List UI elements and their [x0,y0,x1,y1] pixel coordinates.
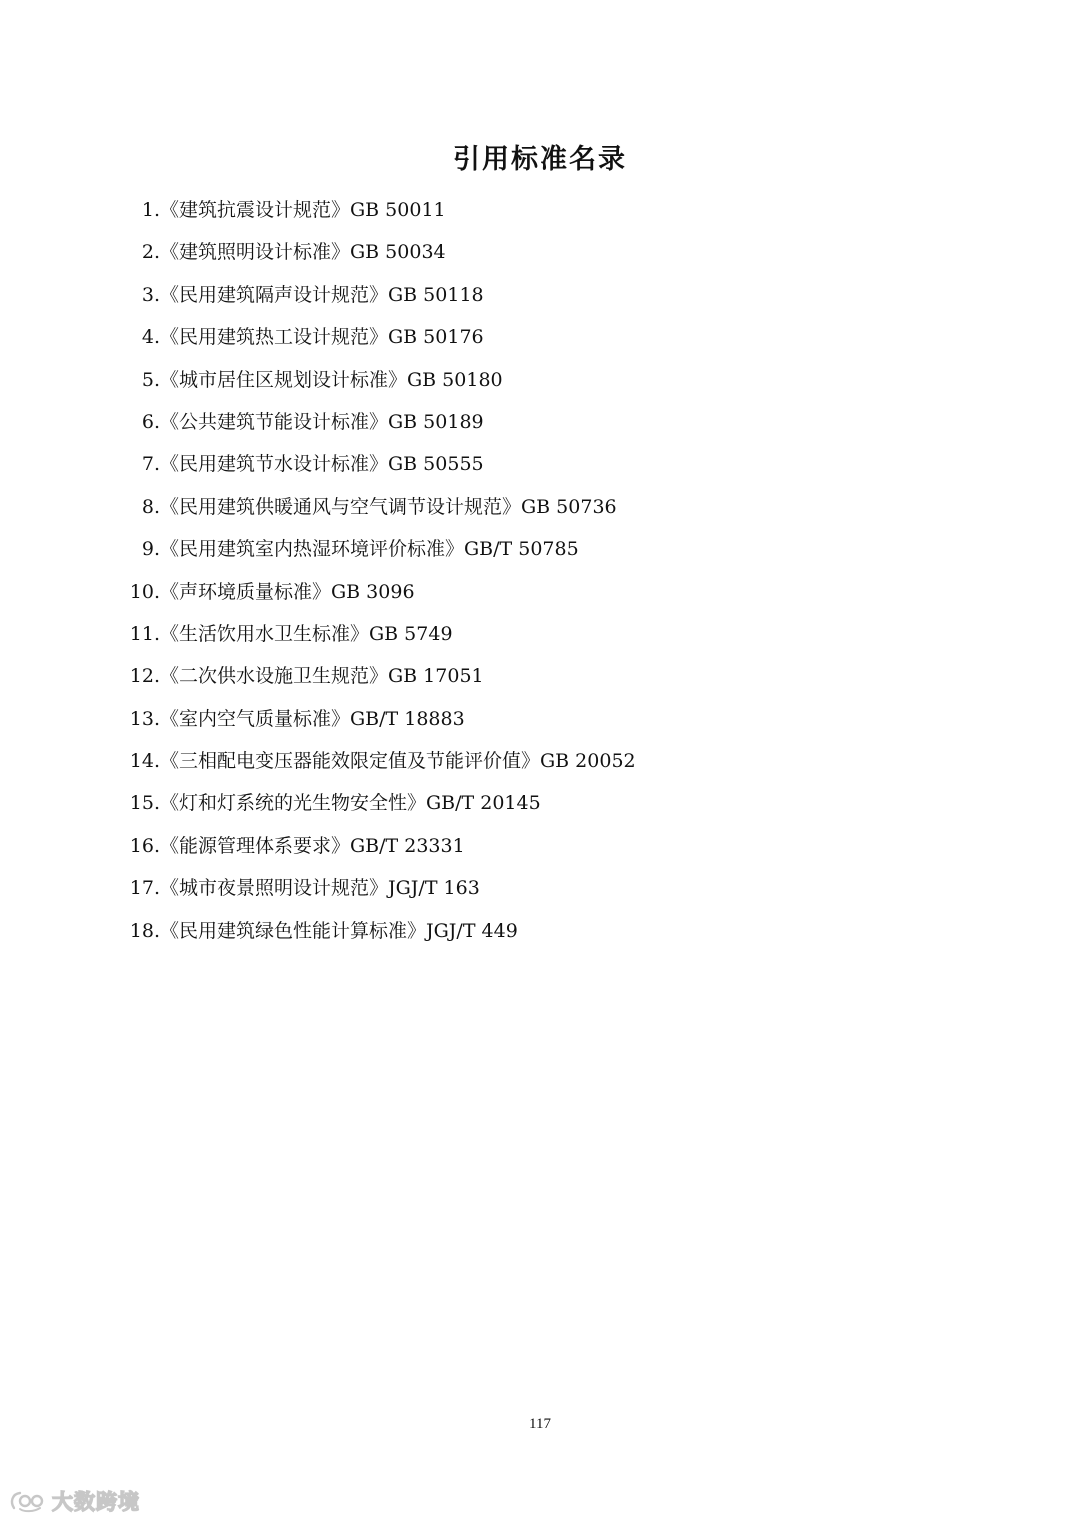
item-number: 14. [129,750,160,773]
list-item [0,655,1000,697]
page-number: 117 [529,1416,551,1432]
watermark [8,1485,140,1517]
brand-logo-icon [8,1488,48,1514]
list-item [0,613,1000,655]
list-item [0,782,1000,824]
list-item [0,867,1000,909]
item-text: 《民用建筑绿色性能计算标准》JGJ/T 449 [160,919,518,942]
reference-list [0,189,1000,952]
item-text: 《公共建筑节能设计标准》GB 50189 [160,410,484,433]
item-text: 《室内空气质量标准》GB/T 18883 [160,707,465,730]
item-text: 《民用建筑室内热湿环境评价标准》GB/T 50785 [160,538,579,561]
watermark-text: 大数跨境 [52,1490,140,1514]
item-text: 《民用建筑供暖通风与空气调节设计规范》GB 50736 [160,495,617,518]
item-number: 2. [141,241,160,264]
page-title: 引用标准名录 [453,144,627,175]
item-text: 《民用建筑节水设计标准》GB 50555 [160,453,484,476]
item-number: 4. [141,326,160,349]
list-item [0,189,1000,231]
item-number: 18. [129,919,160,942]
item-text: 《能源管理体系要求》GB/T 23331 [160,834,465,857]
item-text: 《建筑照明设计标准》GB 50034 [160,241,446,264]
item-number: 7. [141,453,160,476]
item-text: 《民用建筑隔声设计规范》GB 50118 [160,283,484,306]
item-text: 《城市居住区规划设计标准》GB 50180 [160,368,503,391]
item-number: 11. [129,622,160,645]
item-number: 13. [129,707,160,730]
item-number: 1. [141,199,160,221]
item-text: 《生活饮用水卫生标准》GB 5749 [160,622,453,645]
item-number: 10. [129,580,160,603]
item-number: 3. [141,283,160,306]
list-item [0,443,1000,485]
list-item [0,698,1000,740]
list-item [0,359,1000,401]
list-item [0,231,1000,273]
list-item [0,528,1000,570]
item-number: 9. [141,538,160,561]
item-text: 《民用建筑热工设计规范》GB 50176 [160,326,484,349]
list-item [0,274,1000,316]
item-number: 6. [141,410,160,433]
item-text: 《建筑抗震设计规范》GB 50011 [160,199,446,221]
item-text: 《城市夜景照明设计规范》JGJ/T 163 [160,877,480,900]
item-text: 《声环境质量标准》GB 3096 [160,580,415,603]
item-number: 15. [129,792,160,815]
list-item [0,571,1000,613]
list-item [0,401,1000,443]
item-text: 《灯和灯系统的光生物安全性》GB/T 20145 [160,792,541,815]
list-item [0,486,1000,528]
item-number: 12. [129,665,160,688]
list-item [0,825,1000,867]
item-number: 17. [129,877,160,900]
list-item [0,740,1000,782]
list-item [0,316,1000,358]
item-number: 5. [141,368,160,391]
list-item [0,910,1000,952]
item-number: 8. [141,495,160,518]
item-text: 《二次供水设施卫生规范》GB 17051 [160,665,484,688]
item-number: 16. [129,834,160,857]
item-text: 《三相配电变压器能效限定值及节能评价值》GB 20052 [160,750,636,773]
